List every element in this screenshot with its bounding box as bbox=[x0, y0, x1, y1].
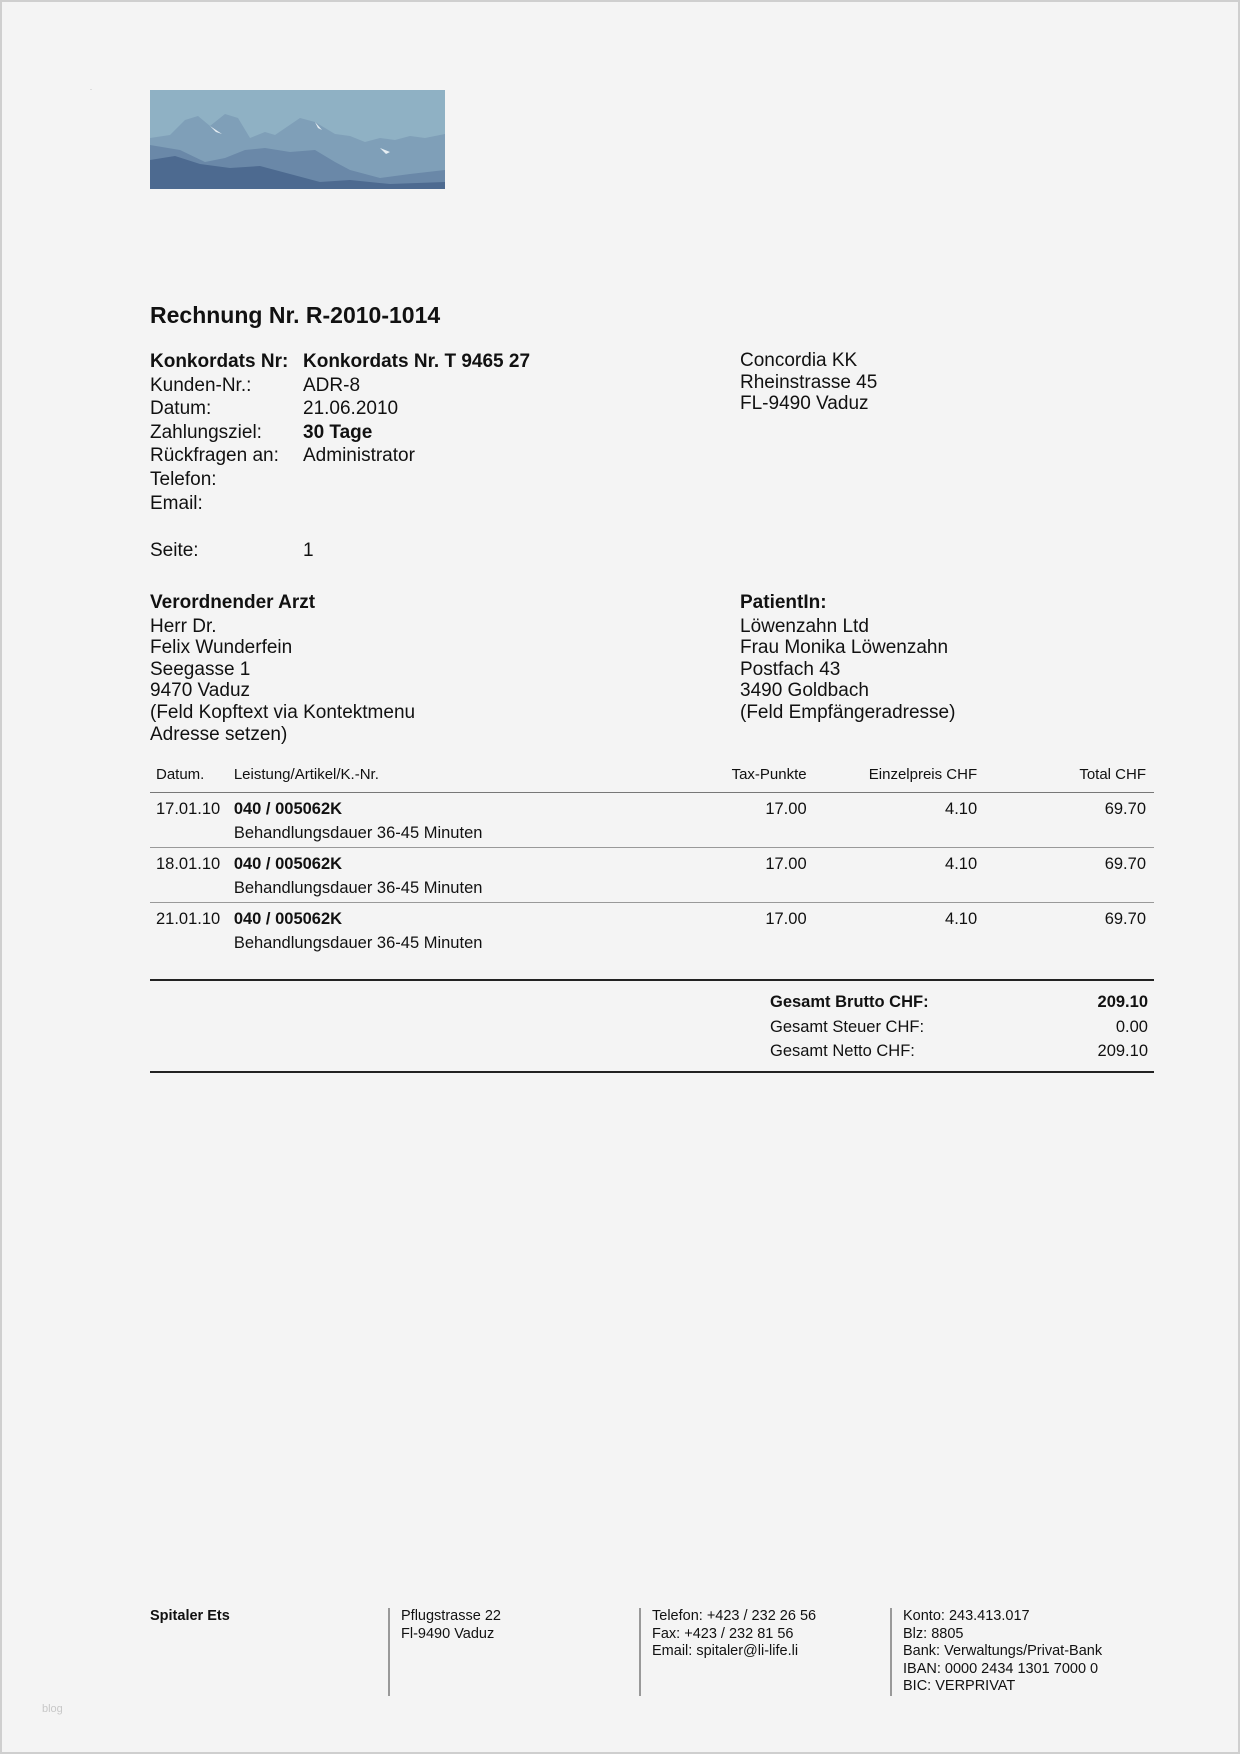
meta-label: Telefon: bbox=[150, 468, 217, 490]
brutto-label: Gesamt Brutto CHF: bbox=[770, 993, 929, 1011]
cell-total: 69.70 bbox=[1104, 910, 1146, 928]
meta-row-datum bbox=[150, 397, 530, 421]
footer-bank-line: Blz: 8805 bbox=[903, 1625, 964, 1642]
cell-tax: 17.00 bbox=[765, 800, 807, 818]
meta-label: Rückfragen an: bbox=[150, 445, 279, 467]
invoice-meta bbox=[150, 350, 530, 562]
footer-fax: Fax: +423 / 232 81 56 bbox=[652, 1625, 794, 1642]
cell-description bbox=[234, 853, 515, 902]
patient-line: 3490 Goldbach bbox=[740, 680, 869, 702]
meta-row-spacer bbox=[150, 515, 530, 539]
mountain-logo-image bbox=[150, 90, 445, 189]
footer-bank-line: Konto: 243.413.017 bbox=[903, 1608, 1030, 1624]
cell-total: 69.70 bbox=[1104, 855, 1146, 873]
totals-block bbox=[770, 990, 1148, 1064]
cell-code: 040 / 005062K bbox=[233, 855, 343, 873]
cell-total: 69.70 bbox=[1104, 800, 1146, 818]
watermark: blog bbox=[42, 1703, 63, 1715]
footer-address bbox=[388, 1608, 501, 1696]
table-row bbox=[150, 793, 1154, 848]
cell-unit-price: 4.10 bbox=[945, 855, 978, 873]
totals-steuer bbox=[770, 1015, 1148, 1040]
doctor-line: (Feld Kopftext via Kontektmenu bbox=[150, 701, 416, 723]
meta-row-zahlungsziel bbox=[150, 421, 530, 445]
meta-value: 30 Tage bbox=[303, 421, 373, 443]
cell-tax: 17.00 bbox=[765, 910, 807, 928]
meta-label: Zahlungsziel: bbox=[150, 421, 262, 443]
footer-bank-line: BIC: VERPRIVAT bbox=[903, 1678, 1016, 1694]
meta-row-email bbox=[150, 492, 530, 516]
doctor-line: Felix Wunderfein bbox=[150, 637, 293, 659]
cell-code: 040 / 005062K bbox=[233, 800, 343, 818]
meta-row-telefon bbox=[150, 468, 530, 492]
steuer-value: 0.00 bbox=[1115, 1017, 1148, 1036]
table-row bbox=[150, 848, 1154, 903]
meta-row-konkordats bbox=[150, 350, 530, 374]
brutto-value: 209.10 bbox=[1097, 993, 1148, 1011]
meta-value: ADR-8 bbox=[303, 374, 361, 396]
totals-netto bbox=[770, 1039, 1148, 1064]
header-datum: Datum. bbox=[156, 766, 205, 783]
header-tax-punkte: Tax-Punkte bbox=[731, 766, 807, 783]
cell-date: 17.01.10 bbox=[156, 800, 221, 818]
meta-label: Konkordats Nr: bbox=[150, 351, 289, 372]
cell-unit-price: 4.10 bbox=[945, 800, 978, 818]
recipient-line: Rheinstrasse 45 bbox=[740, 371, 878, 393]
totals-top-divider bbox=[150, 979, 1154, 981]
patient-line: Postfach 43 bbox=[740, 658, 841, 680]
meta-label: Datum: bbox=[150, 398, 212, 420]
header-leistung: Leistung/Artikel/K.-Nr. bbox=[233, 766, 379, 783]
footer-bank-line: IBAN: 0000 2434 1301 7000 0 bbox=[903, 1660, 1099, 1677]
cell-desc: Behandlungsdauer 36-45 Minuten bbox=[233, 933, 483, 952]
cell-code: 040 / 005062K bbox=[233, 910, 343, 928]
recipient-line: FL-9490 Vaduz bbox=[740, 393, 869, 415]
meta-value: 21.06.2010 bbox=[303, 398, 399, 420]
netto-value: 209.10 bbox=[1097, 1042, 1148, 1060]
footer-contact bbox=[639, 1608, 816, 1696]
cell-description bbox=[234, 798, 515, 847]
footer-email: Email: spitaler@li-life.li bbox=[652, 1643, 799, 1659]
patient-heading: PatientIn: bbox=[740, 592, 827, 613]
header-einzelpreis: Einzelpreis CHF bbox=[868, 766, 978, 783]
footer-address-line: Fl-9490 Vaduz bbox=[401, 1625, 495, 1642]
meta-value: Administrator bbox=[303, 445, 415, 467]
netto-label: Gesamt Netto CHF: bbox=[770, 1042, 915, 1060]
patient-block bbox=[740, 592, 955, 724]
footer-bank-line: Bank: Verwaltungs/Privat-Bank bbox=[903, 1643, 1103, 1659]
cell-unit-price: 4.10 bbox=[945, 910, 978, 928]
line-items-table bbox=[150, 766, 1154, 957]
meta-value: 1 bbox=[303, 539, 314, 561]
mountain-landscape-icon bbox=[150, 90, 445, 189]
patient-line: Frau Monika Löwenzahn bbox=[740, 637, 949, 659]
recipient-address bbox=[740, 350, 877, 415]
doctor-line: 9470 Vaduz bbox=[150, 680, 251, 702]
meta-row-kunden-nr bbox=[150, 374, 530, 398]
patient-line: (Feld Empfängeradresse) bbox=[740, 701, 956, 723]
invoice-title: Rechnung Nr. R-2010-1014 bbox=[150, 302, 441, 328]
meta-label: Seite: bbox=[150, 539, 199, 561]
totals-bottom-divider bbox=[150, 1071, 1154, 1073]
cell-description bbox=[234, 908, 515, 957]
steuer-label: Gesamt Steuer CHF: bbox=[770, 1017, 925, 1036]
meta-value: Konkordats Nr. T 9465 27 bbox=[303, 351, 531, 372]
patient-line: Löwenzahn Ltd bbox=[740, 615, 869, 637]
meta-row-seite bbox=[150, 539, 530, 563]
totals-brutto bbox=[770, 990, 1148, 1015]
cell-desc: Behandlungsdauer 36-45 Minuten bbox=[233, 878, 483, 897]
cell-tax: 17.00 bbox=[765, 855, 807, 873]
cell-date: 18.01.10 bbox=[156, 855, 221, 873]
footer bbox=[2, 1608, 1240, 1698]
doctor-line: Adresse setzen) bbox=[150, 723, 288, 745]
meta-label: Email: bbox=[150, 492, 203, 514]
meta-row-rueckfragen bbox=[150, 444, 530, 468]
footer-address-line: Pflugstrasse 22 bbox=[401, 1608, 501, 1624]
doctor-heading: Verordnender Arzt bbox=[150, 592, 316, 613]
doctor-line: Seegasse 1 bbox=[150, 658, 251, 680]
marker-dot bbox=[90, 89, 92, 90]
table-row bbox=[150, 903, 1154, 957]
cell-desc: Behandlungsdauer 36-45 Minuten bbox=[233, 823, 483, 842]
footer-company: Spitaler Ets bbox=[150, 1608, 230, 1624]
doctor-line: Herr Dr. bbox=[150, 615, 217, 637]
doctor-block bbox=[150, 592, 415, 745]
footer-phone: Telefon: +423 / 232 26 56 bbox=[652, 1608, 817, 1624]
header-total: Total CHF bbox=[1079, 766, 1146, 783]
cell-date: 21.01.10 bbox=[156, 910, 221, 928]
footer-bank bbox=[890, 1608, 1102, 1696]
table-header bbox=[150, 766, 1154, 793]
recipient-line: Concordia KK bbox=[740, 350, 858, 371]
meta-label: Kunden-Nr.: bbox=[150, 374, 252, 396]
